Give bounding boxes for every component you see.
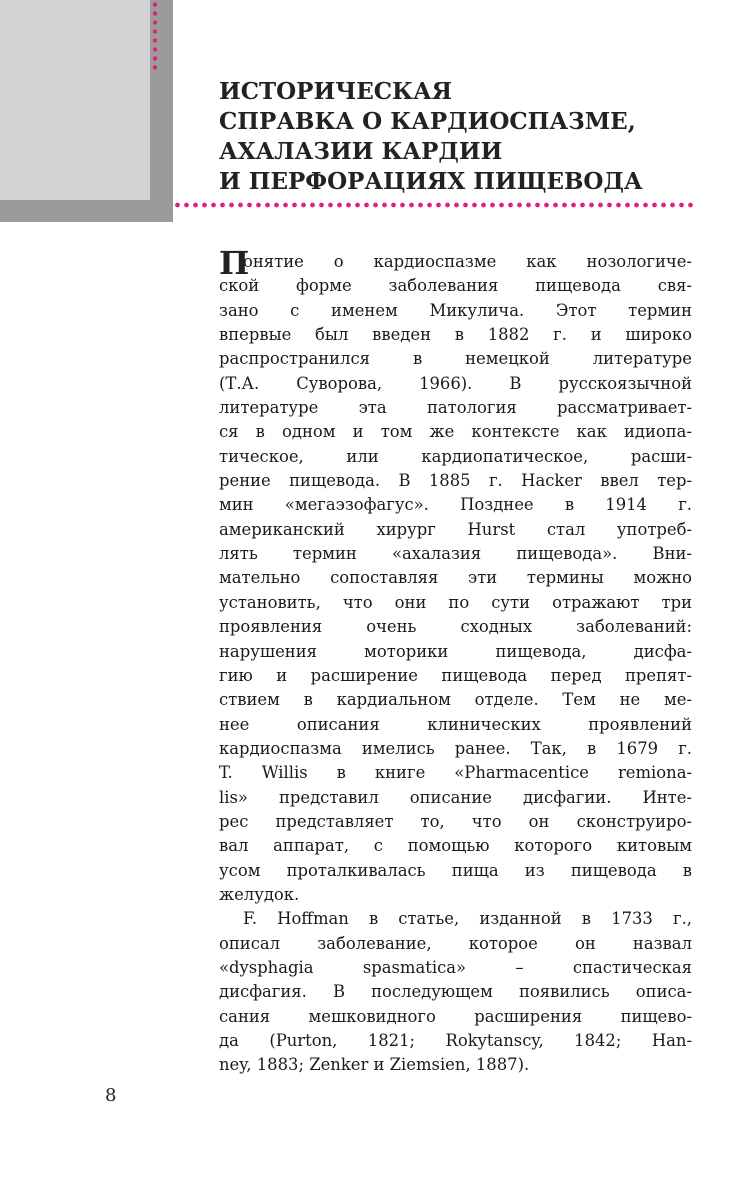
text-line: вал аппарат, с помощью которого китовым (219, 836, 692, 856)
text-line: ся в одном и том же контексте как идиопа- (219, 422, 692, 442)
dotted-line-vertical (152, 0, 158, 74)
text-line: ney, 1883; Zenker и Ziemsien, 1887). (219, 1055, 530, 1075)
text-line: мин «мегаэзофагус». Позднее в 1914 г. (219, 495, 692, 515)
heading-line: АХАЛАЗИИ КАРДИИ (219, 138, 503, 165)
paragraph-1 (219, 244, 692, 907)
chapter-heading (219, 77, 689, 197)
text-line: дисфагия. В последующем появились описа- (219, 982, 692, 1002)
text-line: рес представляет то, что он сконструиро- (219, 811, 692, 831)
text-line: рение пищевода. В 1885 г. Hacker ввел тер- (219, 471, 692, 491)
paragraph-2 (219, 907, 692, 1077)
text-line: да (Purton, 1821; Rokytanscy, 1842; Han- (219, 1031, 692, 1050)
text-line: lis» представил описание дисфагии. Инте- (219, 787, 692, 807)
text-line: мательно сопоставляя эти термины можно (219, 568, 692, 588)
decorative-block-light (0, 0, 150, 200)
text-line: нее описания клинических проявлений (219, 714, 692, 734)
dotted-line-horizontal (173, 201, 695, 209)
text-line: тическое, или кардиопатическое, расши- (219, 446, 692, 466)
text-line: ствием в кардиальном отделе. Тем не ме- (219, 690, 692, 710)
text-line: распространился в немецкой литературе (219, 349, 692, 369)
text-line: T. Willis в книге «Pharmacentice remiona- (219, 763, 692, 783)
text-line: американский хирург Hurst стал употреб- (219, 519, 692, 539)
body-text (219, 244, 692, 1078)
text-line: сания мешковидного расширения пищево- (219, 1006, 692, 1026)
drop-cap: П (219, 244, 250, 282)
text-line: установить, что они по сути отражают три (219, 592, 692, 612)
heading-line: ИСТОРИЧЕСКАЯ (219, 78, 452, 105)
text-line: впервые был введен в 1882 г. и широко (219, 325, 692, 345)
text-line: усом проталкивалась пища из пищевода в (219, 860, 692, 880)
heading-line: СПРАВКА О КАРДИОСПАЗМЕ, (219, 108, 636, 135)
text-line: литературе эта патология рассматривает- (219, 398, 692, 418)
text-line: F. Hoffman в статье, изданной в 1733 г., (243, 909, 692, 929)
text-line: лять термин «ахалазия пищевода». Вни- (219, 544, 692, 564)
heading-line: И ПЕРФОРАЦИЯХ ПИЩЕВОДА (219, 168, 643, 195)
text-line: онятие о кардиоспазме как нозологиче- (243, 252, 692, 271)
text-line: кардиоспазма имелись ранее. Так, в 1679 г. (219, 738, 692, 758)
text-line: ской форме заболевания пищевода свя- (219, 276, 692, 296)
text-line: «dysphagia spasmatica» – спастическая (219, 957, 692, 977)
text-line: проявления очень сходных заболеваний: (219, 617, 692, 637)
text-line: (Т.А. Суворова, 1966). В русскоязычной (219, 373, 692, 393)
text-line: зано с именем Микулича. Этот термин (219, 300, 692, 320)
text-line: желудок. (219, 884, 300, 904)
text-line: гию и расширение пищевода перед препят- (219, 665, 692, 685)
page-number: 8 (105, 1085, 117, 1106)
text-line: нарушения моторики пищевода, дисфа- (219, 641, 692, 661)
text-line: описал заболевание, которое он назвал (219, 933, 692, 953)
